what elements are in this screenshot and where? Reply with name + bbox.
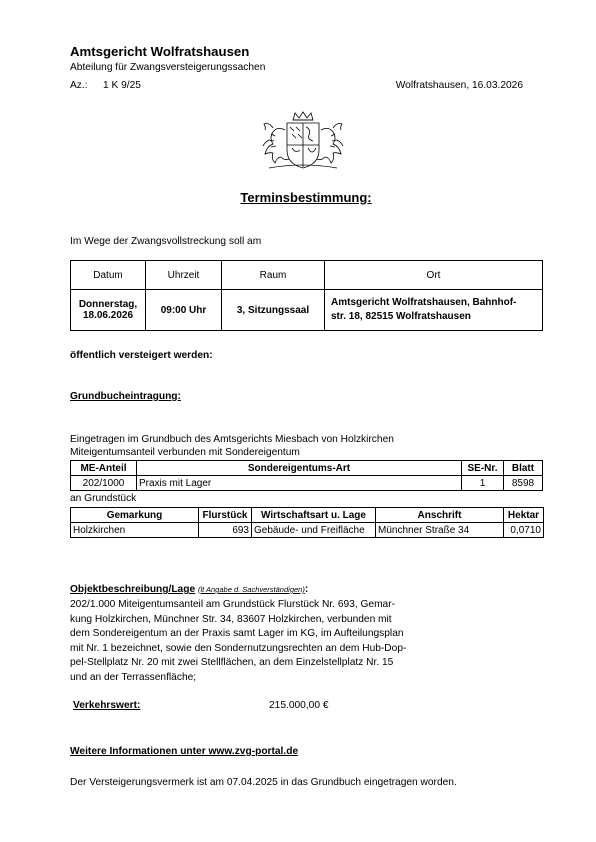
header-room: Raum [222, 261, 325, 290]
object-description [70, 598, 490, 686]
appointment-date [71, 290, 146, 331]
final-note: Der Versteigerungsvermerk ist am 07.04.2025 in das Grundbuch eingetragen worden. [70, 777, 457, 788]
plot-label: an Grundstück [70, 493, 137, 504]
unit-sheet: 8598 [504, 476, 543, 491]
plot-parcel: 693 [199, 523, 252, 538]
place-line-2: str. 18, 82515 Wolfratshausen [331, 311, 471, 322]
intro-text: Im Wege der Zwangsvollstreckung soll am [70, 236, 262, 247]
header-place: Ort [325, 261, 543, 290]
appointment-table [70, 260, 543, 331]
plot-usage: Gebäude- und Freifläche [252, 523, 376, 538]
header-usage: Wirtschaftsart u. Lage [252, 508, 376, 523]
table-row [71, 476, 543, 491]
info-link[interactable]: Weitere Informationen unter www.zvg-portal.de [70, 746, 299, 757]
unit-table [70, 460, 543, 491]
auction-statement: öffentlich versteigert werden: [70, 350, 213, 361]
header-parcel: Flurstück [199, 508, 252, 523]
registry-line-1: Eingetragen im Grundbuch des Amtsgerichts Miesbach von Holzkirchen [70, 434, 394, 445]
header-hectare: Hektar [504, 508, 544, 523]
unit-number: 1 [462, 476, 504, 491]
coat-of-arms-icon [259, 110, 347, 172]
appointment-room: 3, Sitzungssaal [222, 290, 325, 331]
description-line: 202/1.000 Miteigentumsanteil am Grundstück Flurstück Nr. 693, Gemar- [70, 599, 396, 610]
object-heading-line [70, 584, 308, 595]
object-heading: Objektbeschreibung/Lage [70, 584, 196, 595]
market-value: 215.000,00 € [269, 700, 329, 711]
page-title: Terminsbestimmung: [240, 190, 372, 205]
appointment-time: 09:00 Uhr [146, 290, 222, 331]
market-value-label: Verkehrswert: [73, 700, 141, 711]
object-note: (lt Angabe d. Sachverständigen) [197, 585, 305, 594]
table-row [71, 523, 544, 538]
department: Abteilung für Zwangsversteigerungssachen [70, 62, 266, 73]
object-colon: : [304, 584, 309, 595]
table-header-row [71, 508, 544, 523]
court-name: Amtsgericht Wolfratshausen [70, 44, 250, 59]
description-line: mit Nr. 1 bezeichnet, sowie den Sondernutzungsrechten an dem Hub-Dop- [70, 642, 407, 654]
table-header-row [71, 461, 543, 476]
description-line: dem Sondereigentum an der Praxis samt Lager im KG, im Aufteilungsplan [70, 628, 404, 640]
registry-line-2: Miteigentumsanteil verbunden mit Sondereigentum [70, 447, 300, 458]
description-line: und an der Terrassenfläche; [70, 671, 197, 683]
case-number: 1 K 9/25 [103, 80, 141, 91]
plot-district: Holzkirchen [71, 523, 199, 538]
date-weekday: Donnerstag, [78, 299, 138, 310]
unit-share: 202/1000 [71, 476, 137, 491]
appointment-place [325, 290, 543, 331]
header-district: Gemarkung [71, 508, 199, 523]
header-date: Datum [71, 261, 146, 290]
unit-type: Praxis mit Lager [137, 476, 462, 491]
header-unit-type: Sondereigentums-Art [137, 461, 462, 476]
description-line: kung Holzkirchen, Münchner Str. 34, 83607 Holzkirchen, verbunden mit [70, 613, 392, 625]
table-header-row [71, 261, 543, 290]
description-line: pel-Stellplatz Nr. 20 mit zwei Stellflächen, an dem Einzelstellplatz Nr. 15 [70, 657, 394, 669]
date-value: 18.06.2026 [82, 310, 134, 321]
header-sheet: Blatt [504, 461, 543, 476]
header-unit-number: SE-Nr. [462, 461, 504, 476]
grundbuch-heading: Grundbucheintragung: [70, 391, 181, 402]
plot-hectare: 0,0710 [504, 523, 544, 538]
header-address: Anschrift [376, 508, 504, 523]
header-time: Uhrzeit [146, 261, 222, 290]
place-date: Wolfratshausen, 16.03.2026 [395, 80, 523, 91]
place-line-1: Amtsgericht Wolfratshausen, Bahnhof- [331, 297, 517, 308]
table-row [71, 290, 543, 331]
plot-address: Münchner Straße 34 [376, 523, 504, 538]
case-number-label: Az.: [70, 80, 88, 91]
header-share: ME-Anteil [71, 461, 137, 476]
plot-table [70, 507, 544, 538]
